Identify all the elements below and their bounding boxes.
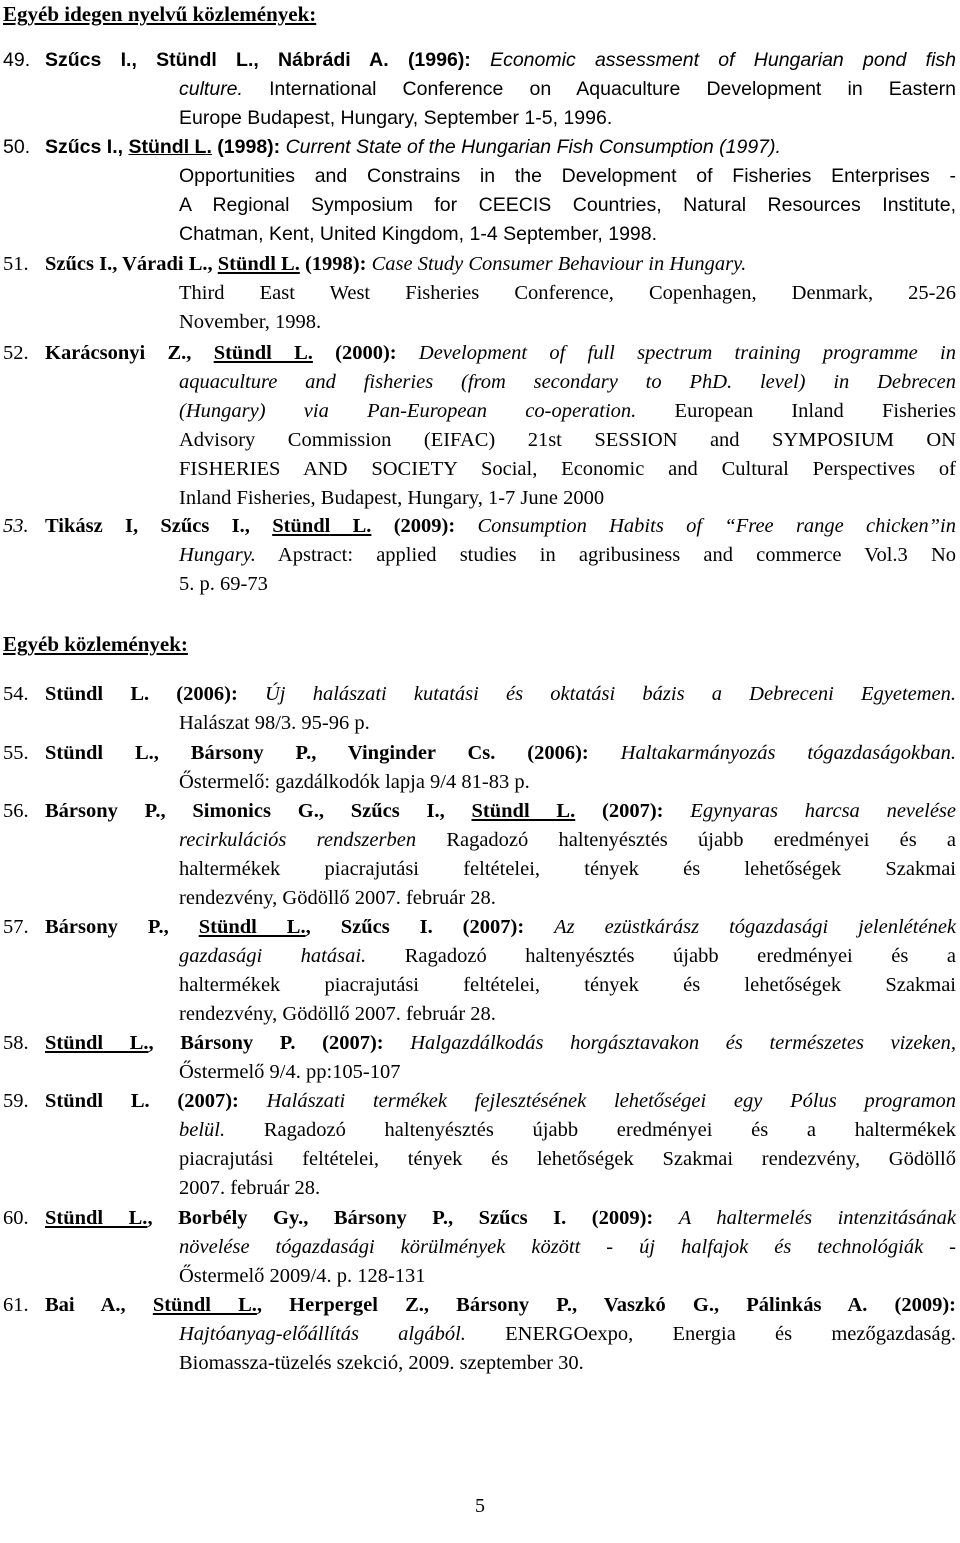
publication-51: 51. Szűcs I., Váradi L., Stündl L. (1998): Case Study Consumer Behaviour in Hungary. Third East West Fisheries Conference, Copenhagen, Denmark, 25-26 November, 1998.	[3, 253, 956, 333]
publication-60: 60. Stündl L., Borbély Gy., Bársony P., Szűcs I. (2009): A haltermelés intenzitásának növelése tógazdasági körülmények között - új halfajok és technológiák - Őstermelő 2009/4. p. 128-131	[3, 1207, 957, 1287]
publication-50: 50. Szűcs I., Stündl L. (1998): Current State of the Hungarian Fish Consumption (1997). Opportunities and Constrains in the Development of Fisheries Enterprises - A Regional Symposium for CEECIS Countries, Natural Resources Institute, Chatman, Kent, United Kingdom, 1-4 September, 1998.	[3, 136, 956, 245]
publication-58: 58. Stündl L., Bársony P. (2007): Halgazdálkodás horgásztavakon és természetes vizeken, Őstermelő 9/4. pp:105-107	[3, 1032, 956, 1083]
section-heading-foreign: Egyéb idegen nyelvű közlemények:	[3, 2, 317, 26]
publication-61: 61. Bai A., Stündl L., Herpergel Z., Bársony P., Vaszkó G., Pálinkás A. (2009): Hajtóanyag-előállítás algából. ENERGOexpo, Energia és mezőgazdaság. Biomassza-tüzelés szekció, 2009. szeptember 30.	[3, 1294, 956, 1374]
publication-49: 49. Szűcs I., Stündl L., Nábrádi A. (1996): Economic assessment of Hungarian pond fish culture. International Conference on Aquaculture Development in Eastern Europe Budapest, Hungary, September 1-5, 1996.	[3, 49, 956, 129]
publication-53: 53. Tikász I, Szűcs I., Stündl L. (2009): Consumption Habits of “Free range chicken”in Hungary. Apstract: applied studies in agribusiness and commerce Vol.3 No 5. p. 69-73	[3, 515, 956, 595]
publication-55: 55. Stündl L., Bársony P., Vinginder Cs. (2006): Haltakarmányozás tógazdaságokban. Őstermelő: gazdálkodók lapja 9/4 81-83 p.	[3, 742, 957, 793]
publication-56: 56. Bársony P., Simonics G., Szűcs I., Stündl L. (2007): Egynyaras harcsa nevelése recirkulációs rendszerben Ragadozó haltenyésztés újabb eredményei és a haltermékek piacrajutási feltételei, tények és lehetőségek Szakmai rendezvény, Gödöllő 2007. február 28.	[3, 800, 957, 909]
publication-54: 54. Stündl L. (2006): Új halászati kutatási és oktatási bázis a Debreceni Egyetemen. Halászat 98/3. 95-96 p.	[3, 683, 957, 734]
publication-59: 59. Stündl L. (2007): Halászati termékek fejlesztésének lehetőségei egy Pólus programon belül. Ragadozó haltenyésztés újabb eredményei és a haltermékek piacrajutási feltételei, tények és lehetőségek Szakmai rendezvény, Gödöllő 2007. február 28.	[3, 1090, 957, 1199]
page-number: 5	[475, 1495, 485, 1517]
publication-52: 52. Karácsonyi Z., Stündl L. (2000): Development of full spectrum training programme in aquaculture and fisheries (from secondary to PhD. level) in Debrecen (Hungary) via Pan-European co-operation. European Inland Fisheries Advisory Commission (EIFAC) 21st SESSION and SYMPOSIUM ON FISHERIES AND SOCIETY Social, Economic and Cultural Perspectives of Inland Fisheries, Budapest, Hungary, 1-7 June 2000	[3, 342, 956, 509]
publication-57: 57. Bársony P., Stündl L., Szűcs I. (2007): Az ezüstkárász tógazdasági jelenlétének gazdasági hatásai. Ragadozó haltenyésztés újabb eredményei és a haltermékek piacrajutási feltételei, tények és lehetőségek Szakmai rendezvény, Gödöllő 2007. február 28.	[3, 916, 957, 1025]
section-heading-other: Egyéb közlemények:	[3, 632, 188, 656]
